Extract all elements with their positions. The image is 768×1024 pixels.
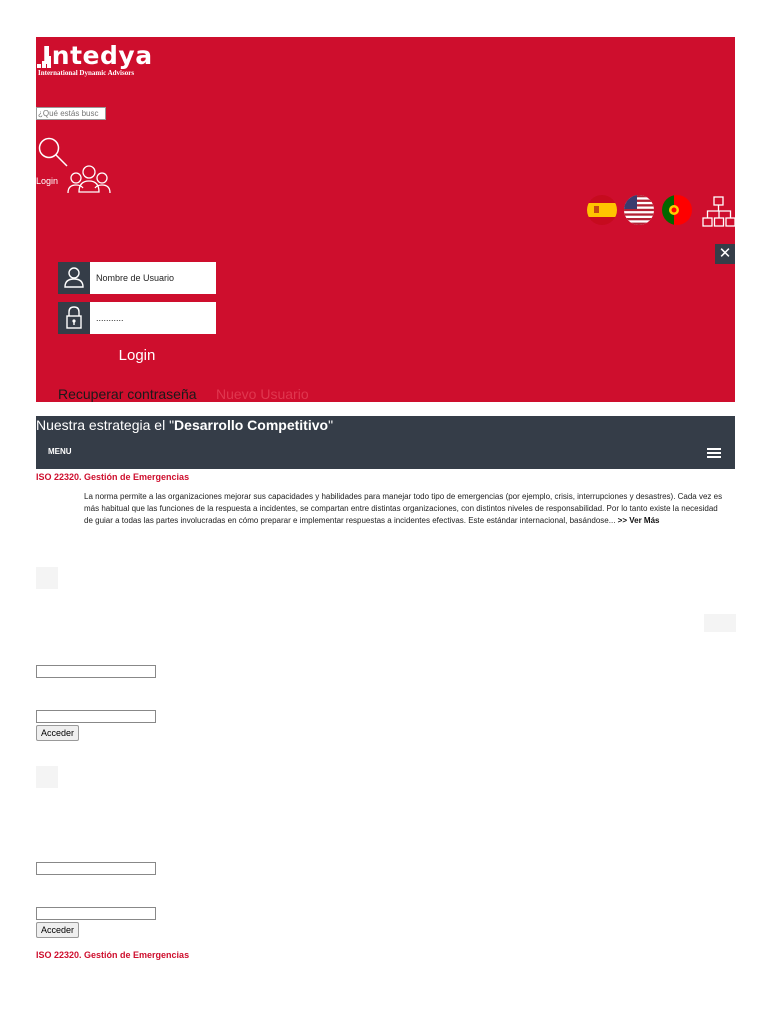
logo-tagline: International Dynamic Advisors (38, 69, 135, 77)
article-body (84, 491, 724, 527)
slogan-prefix: Nuestra estrategia el " (36, 417, 175, 433)
username-input[interactable] (36, 862, 156, 875)
login-link[interactable]: Login (36, 176, 59, 186)
menu-icon[interactable] (707, 447, 721, 459)
slogan (36, 417, 333, 433)
password-input[interactable] (36, 710, 156, 723)
flag-pt-icon[interactable] (662, 195, 692, 225)
flag-es-icon[interactable] (587, 195, 617, 225)
acceder-button[interactable]: Acceder (36, 725, 79, 741)
users-icon[interactable] (66, 164, 112, 194)
slogan-suffix: " (328, 417, 334, 433)
placeholder-image (704, 614, 736, 632)
slogan-highlight: Desarrollo Competitivo (174, 417, 329, 433)
close-icon[interactable]: ✕ (715, 244, 735, 264)
placeholder-image (36, 567, 58, 589)
search-input[interactable] (36, 107, 106, 120)
user-icon (58, 262, 90, 294)
login-submit-button[interactable]: Login (118, 347, 156, 364)
username-input[interactable] (36, 665, 156, 678)
new-user-link[interactable]: Nuevo Usuario (216, 386, 309, 402)
article-text: La norma permite a las organizaciones mejorar sus capacidades y habilidades para manejar todo tipo de emergencias (por ejemplo, crisis, interrupciones y desastres). Cada vez es más habitual que las funciones de la respuesta a incidentes, se compartan entre distintas organizaciones, con distintos niveles de responsabilidad. Por lo tanto existe la necesidad de guiar a todas las partes involucradas en cómo preparar e implementar respuestas a incidentes efectivas. Este estándar internacional, basándose... (84, 492, 723, 525)
read-more-link[interactable]: >> Ver Más (617, 516, 660, 525)
flag-us-icon[interactable] (624, 195, 654, 225)
article-title-footer[interactable]: ISO 22320. Gestión de Emergencias (36, 950, 190, 960)
lock-icon (58, 302, 90, 334)
menu-label[interactable]: MENU (48, 447, 72, 456)
password-field[interactable]: ........... (90, 302, 216, 334)
logo[interactable]: Intedya (42, 41, 153, 70)
sitemap-icon[interactable] (702, 196, 736, 228)
article-title[interactable]: ISO 22320. Gestión de Emergencias (36, 472, 190, 482)
placeholder-image (36, 766, 58, 788)
password-input[interactable] (36, 907, 156, 920)
acceder-button[interactable]: Acceder (36, 922, 79, 938)
recover-password-link[interactable]: Recuperar contraseña (58, 386, 197, 402)
username-field[interactable]: Nombre de Usuario (90, 262, 216, 294)
